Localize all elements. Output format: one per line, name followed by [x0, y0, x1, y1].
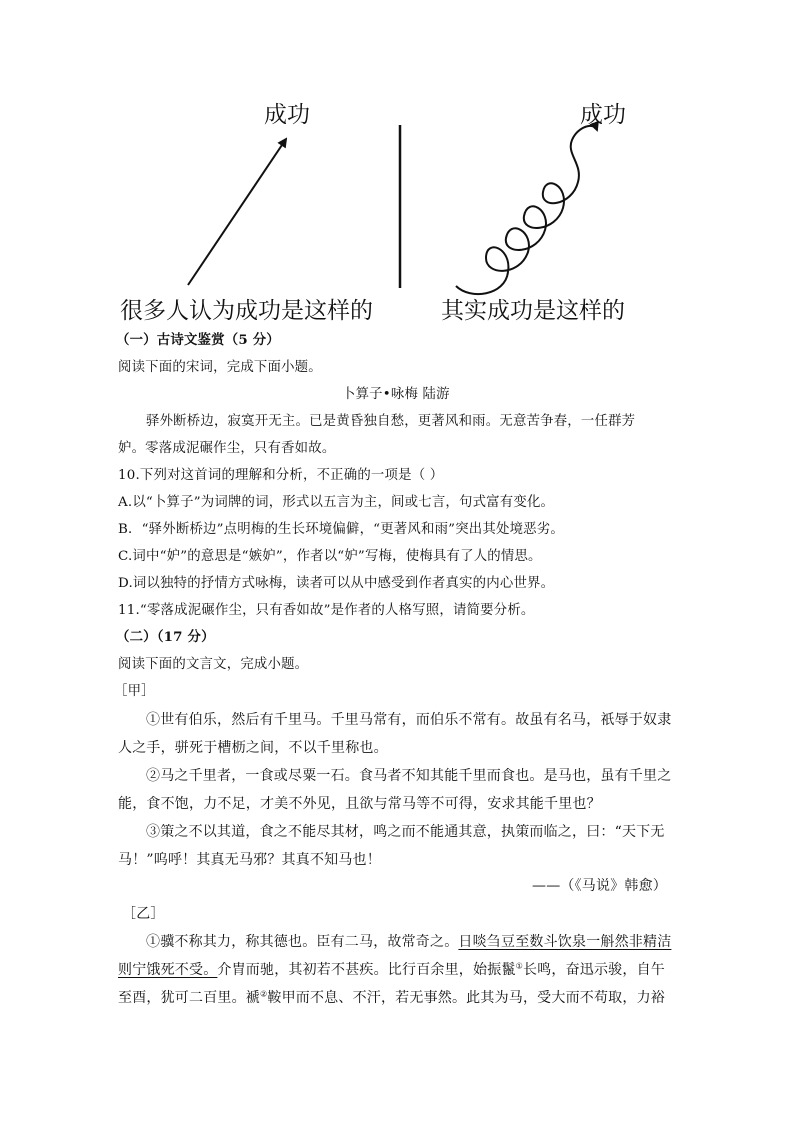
underlined-sentence-part2: 则宁饿死不受。	[118, 962, 218, 978]
left-success-label: 成功	[264, 102, 310, 128]
passage-jia-p1-line2: 人之手，骈死于槽枥之间，不以千里称也。	[118, 740, 388, 756]
footnote-marker-2: ②	[260, 989, 268, 999]
section1-instruction: 阅读下面的宋词，完成下面小题。	[118, 360, 322, 375]
passage-yi-line1-text: ①骥不称其力，称其德也。臣有二马，故常奇之。	[146, 934, 459, 950]
passage-jia-p2-line2: 能，食不饱，力不足，才美不外见，且欲与常马等不可得，安求其能千里也？	[118, 796, 601, 812]
option-d: D.词以独特的抒情方式咏梅，读者可以从中感受到作者真实的内心世界。	[118, 576, 555, 591]
figure-graphics	[0, 0, 794, 330]
section2-instruction: 阅读下面的文言文，完成小题。	[118, 657, 309, 672]
option-c: C.词中“妒”的意思是“嫉妒”，作者以“妒”写梅，使梅具有了人的情思。	[118, 549, 542, 564]
left-caption: 很多人认为成功是这样的	[120, 298, 373, 324]
option-a: A.以“卜算子”为词牌的词，形式以五言为主，间或七言，句式富有变化。	[118, 495, 555, 510]
source-citation: ——（《马说》韩愈）	[532, 878, 667, 894]
section2-heading: （二）（17 分）	[116, 629, 215, 645]
passage-jia-p1-line1: ①世有伯乐，然后有千里马。千里马常有，而伯乐不常有。故虽有名马，祇辱于奴隶	[146, 712, 672, 728]
passage-yi-line3-text-b: 鞍甲而不息、不汗，若无事然。此其为马，受大而不苟取，力裕	[267, 990, 665, 1006]
passage-jia-p3-line2: 马！”呜呼！其真无马邪？其真不知马也！	[118, 852, 381, 868]
right-success-label: 成功	[580, 102, 626, 128]
footnote-marker-1: ①	[515, 961, 523, 971]
poem-title: 卜算子•咏梅 陆游	[342, 387, 450, 402]
option-b: B．“驿外断桥边”点明梅的生长环境偏僻，“更著风和雨”突出其处境恶劣。	[118, 522, 564, 537]
passage-yi-line1	[146, 931, 671, 951]
question-10: 10.下列对这首词的理解和分析，不正确的一项是（ ）	[118, 468, 444, 483]
section1-heading: （一）古诗文鉴赏（5 分）	[116, 332, 280, 348]
passage-yi-line2	[118, 959, 665, 979]
yi-label: ［乙］	[122, 906, 165, 922]
passage-yi-line2-text-b: 长鸣，奋迅示骏，自午	[522, 962, 665, 978]
passage-jia-p3-line1: ③策之不以其道，食之不能尽其材，鸣之而不能通其意，执策而临之，曰：“天下无	[146, 824, 665, 840]
passage-yi-line3-text: 至酉，犹可二百里。褫	[118, 990, 260, 1006]
underlined-sentence-part1: 日啖刍豆至数斗饮泉一斛然非精洁	[458, 934, 672, 950]
passage-yi-line2-text: 介胄而驰，其初若不甚疾。比行百余里，始振鬣	[217, 962, 516, 978]
passage-jia-p2-line1: ②马之千里者，一食或尽粟一石。食马者不知其能千里而食也。是马也，虽有千里之	[146, 768, 672, 784]
jia-label: ［甲］	[114, 684, 155, 699]
spiral-arrow	[456, 126, 597, 294]
poem-line-2: 妒。零落成泥碾作尘，只有香如故。	[118, 441, 336, 456]
passage-yi-line3	[118, 987, 665, 1007]
poem-line-1: 驿外断桥边，寂寞开无主。已是黄昏独自愁，更著风和雨。无意苦争春，一任群芳	[146, 414, 636, 429]
question-11: 11.“零落成泥碾作尘，只有香如故”是作者的人格写照，请简要分析。	[118, 603, 535, 618]
straight-arrow	[188, 139, 286, 285]
right-caption: 其实成功是这样的	[441, 298, 625, 324]
